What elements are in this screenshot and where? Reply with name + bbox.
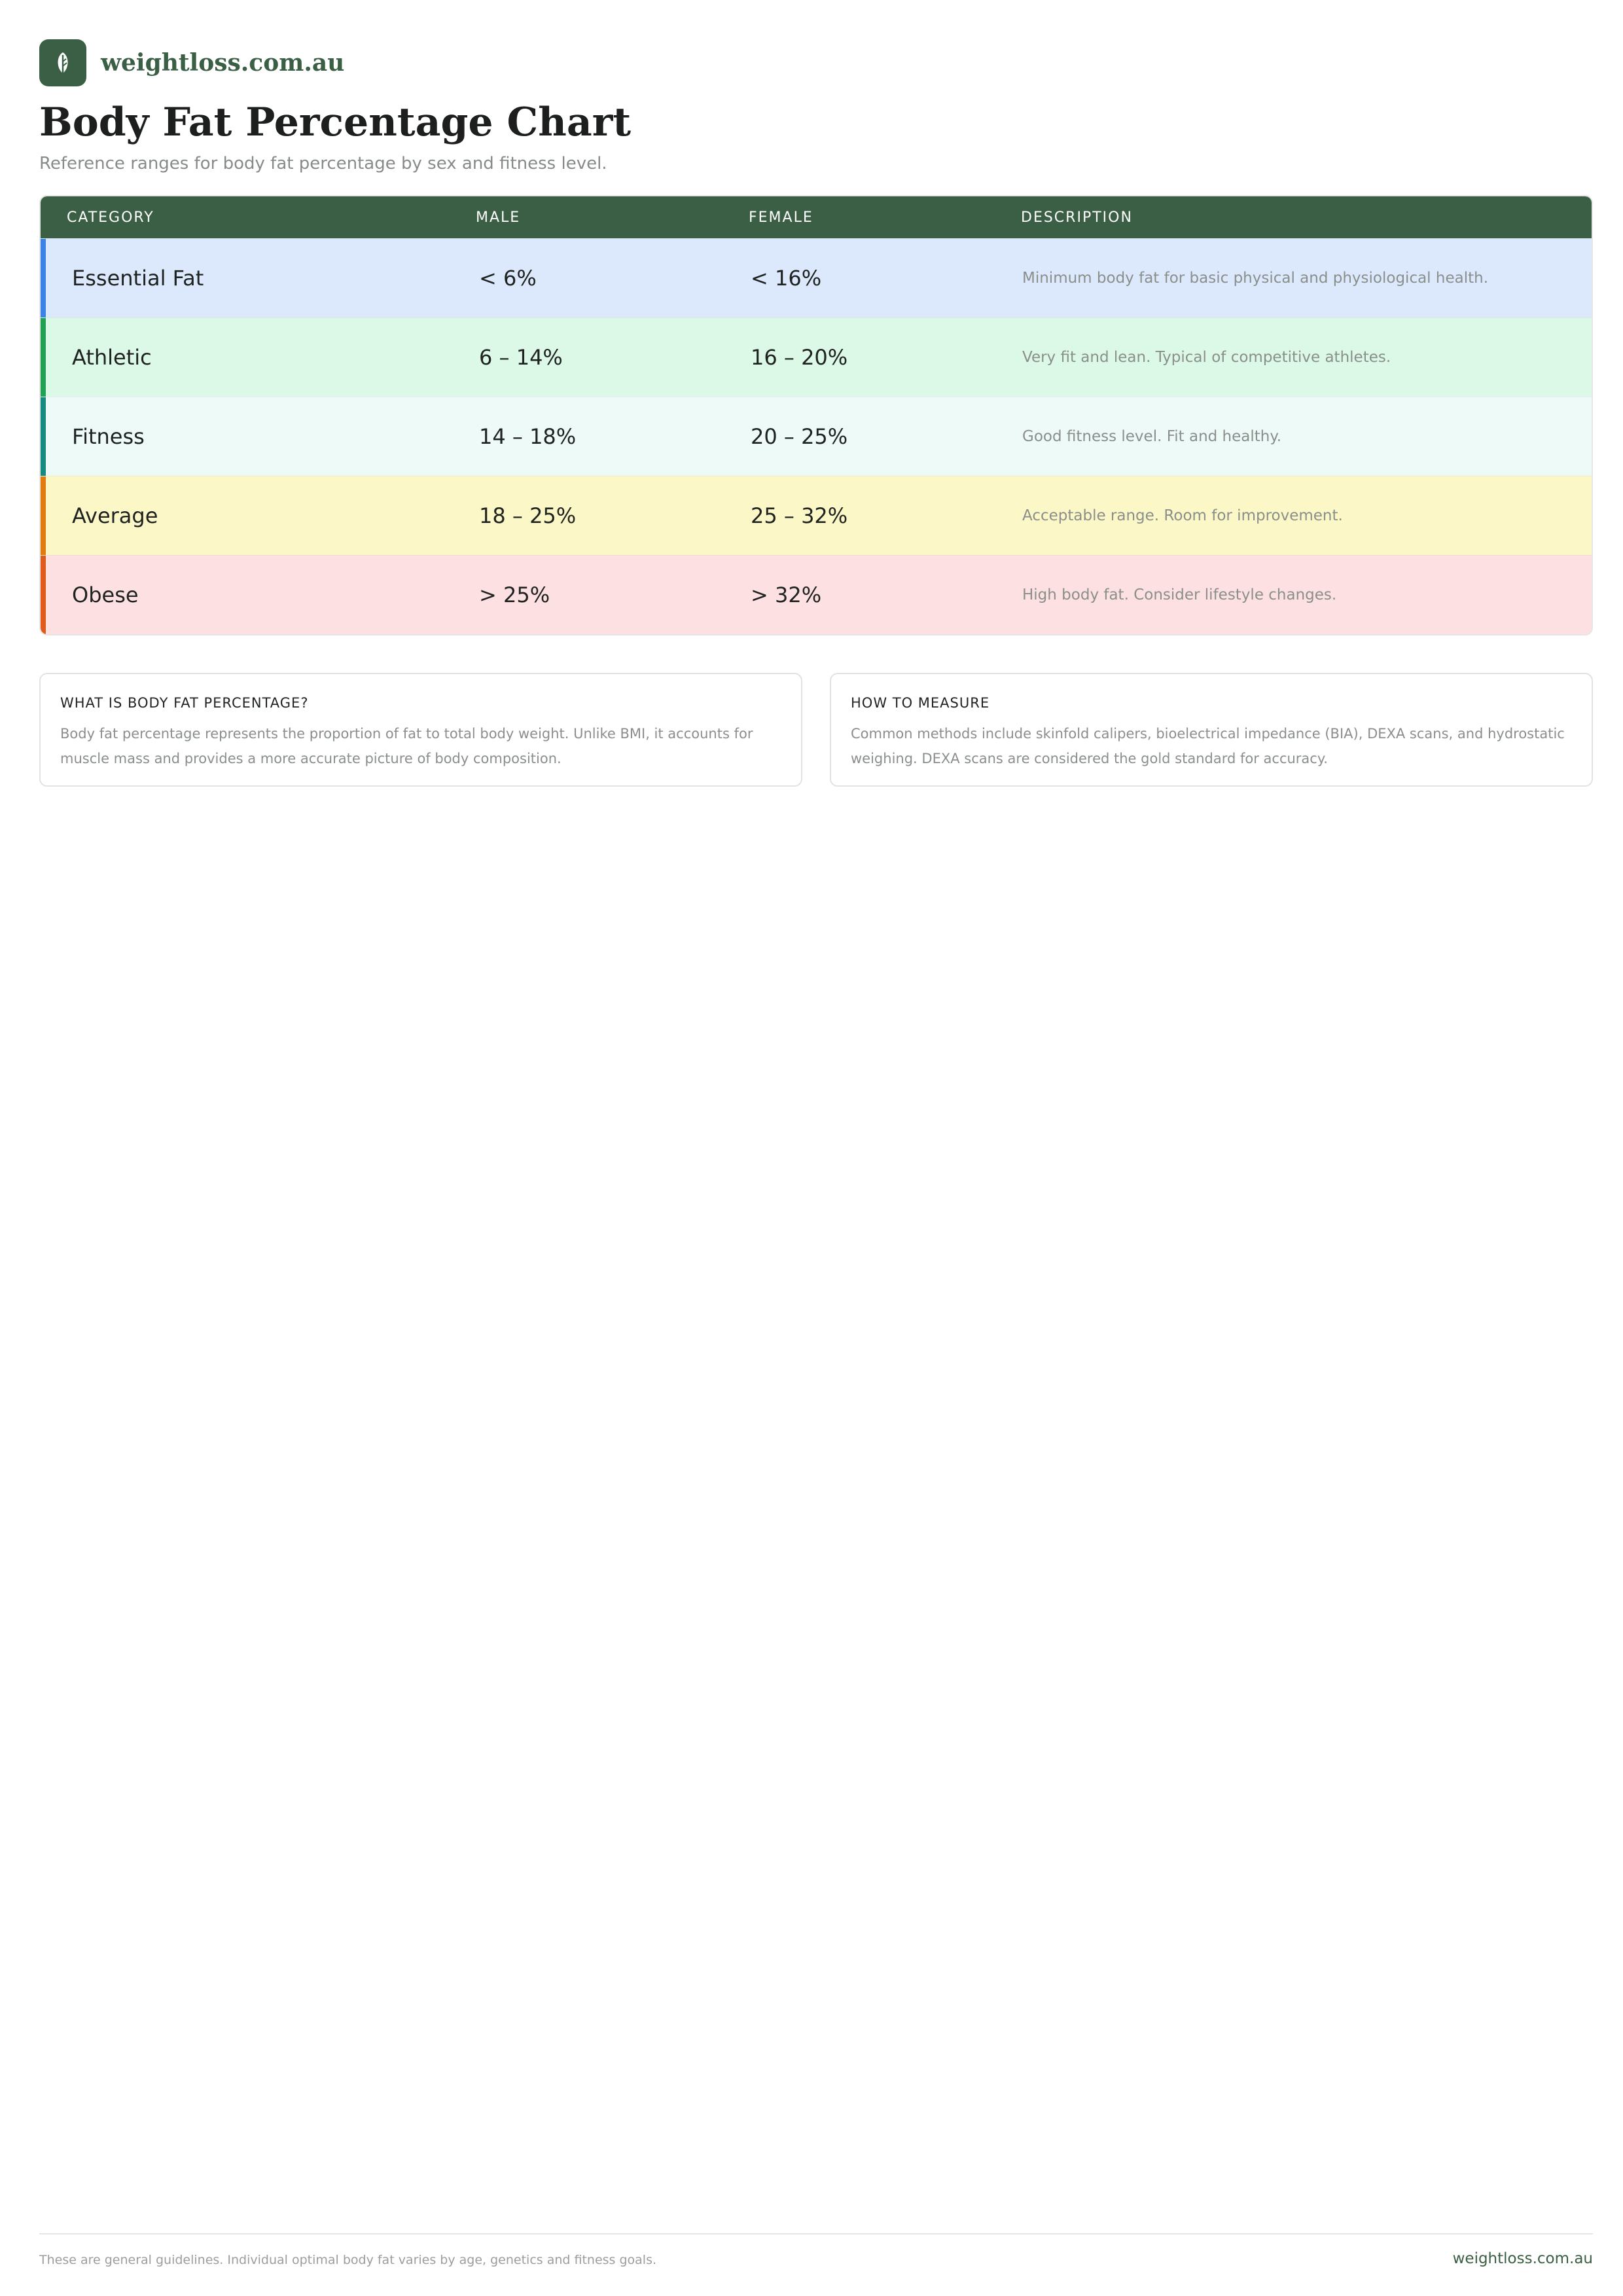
female-cell: < 16% [751,266,822,291]
info-card-what-is [39,673,802,787]
description-cell: Good fitness level. Fit and healthy. [1022,428,1282,445]
table-header [41,196,1592,238]
male-cell: 18 – 25% [479,503,577,528]
description-cell: Minimum body fat for basic physical and physiological health. [1022,270,1489,287]
category-cell: Essential Fat [72,266,204,291]
female-cell: > 32% [751,583,822,607]
table-row-obese [41,555,1592,634]
table-row-average [41,476,1592,555]
info-card-body: Common methods include skinfold calipers, bioelectrical impedance (BIA), DEXA scans, and hydrostatic weighing. DEXA scans are considered the gold standard for accuracy. [851,726,1565,766]
male-cell: 14 – 18% [479,424,577,449]
male-cell: < 6% [479,266,537,291]
female-cell: 20 – 25% [751,424,848,449]
column-header-female: FEMALE [749,209,813,226]
row-accent-bar [41,556,46,634]
row-accent-bar [41,318,46,397]
column-header-category: CATEGORY [67,209,154,226]
info-card-body: Body fat percentage represents the proportion of fat to total body weight. Unlike BMI, it accounts for muscle mass and provides a more accurate picture of body composition. [60,726,753,766]
row-accent-bar [41,239,46,317]
page-title: Body Fat Percentage Chart [39,99,632,145]
footer-brand-link[interactable]: weightloss.com.au [1452,2250,1593,2267]
body-fat-table [39,195,1593,636]
info-card-heading: WHAT IS BODY FAT PERCENTAGE? [60,695,309,711]
brand-name[interactable]: weightloss.com.au [101,49,345,77]
brand-header[interactable] [39,39,1593,86]
female-cell: 16 – 20% [751,345,848,370]
category-cell: Fitness [72,424,145,449]
page [39,39,1593,766]
row-accent-bar [41,476,46,555]
page-subtitle: Reference ranges for body fat percentage by sex and fitness level. [39,154,607,173]
table-row-athletic [41,317,1592,397]
table-row-essential-fat [41,238,1592,317]
category-cell: Obese [72,583,139,607]
brand-logo [39,39,86,86]
male-cell: > 25% [479,583,550,607]
info-card-how-to-measure [830,673,1593,787]
female-cell: 25 – 32% [751,503,848,528]
leaf-icon [50,50,76,76]
description-cell: Very fit and lean. Typical of competitive athletes. [1022,349,1391,366]
column-header-male: MALE [476,209,521,226]
male-cell: 6 – 14% [479,345,563,370]
category-cell: Average [72,503,158,528]
footer-divider [39,2233,1593,2234]
table-row-fitness [41,397,1592,476]
row-accent-bar [41,397,46,476]
description-cell: High body fat. Consider lifestyle changes. [1022,586,1337,603]
info-card-heading: HOW TO MEASURE [851,695,990,711]
category-cell: Athletic [72,345,152,370]
description-cell: Acceptable range. Room for improvement. [1022,507,1343,524]
column-header-description: DESCRIPTION [1021,209,1133,226]
footer-note: These are general guidelines. Individual optimal body fat varies by age, genetics and fitness goals. [39,2253,657,2267]
